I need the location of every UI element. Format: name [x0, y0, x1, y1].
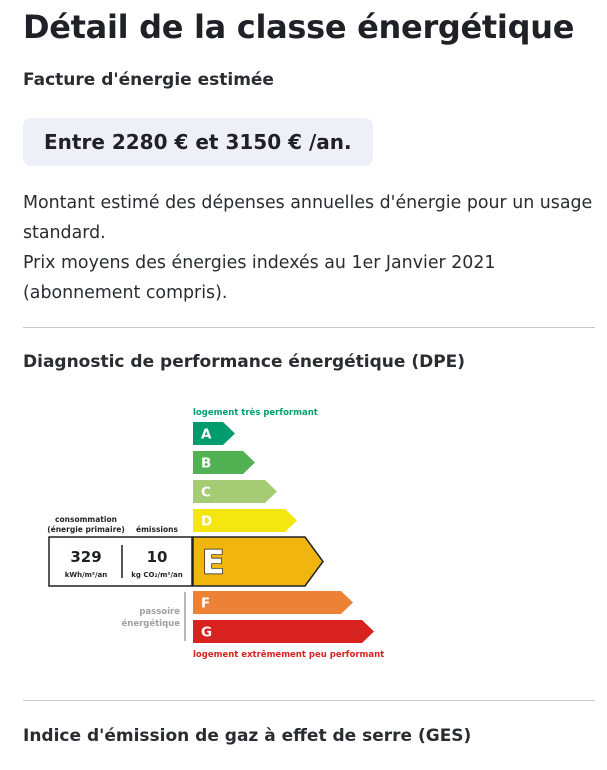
divider — [23, 327, 595, 328]
energy-bill-description — [23, 188, 593, 308]
emissions-label: émissions — [136, 525, 178, 534]
dpe-heading: Diagnostic de performance énergétique (DPE) — [23, 352, 466, 372]
consumption-label: consommation — [55, 515, 117, 524]
dpe-scale-chart — [0, 395, 607, 670]
passoire-label: passoire — [139, 607, 180, 617]
consumption-sublabel: (énergie primaire) — [47, 525, 125, 534]
dpe-bottom-label: logement extrêmement peu performant — [193, 650, 385, 660]
dpe-class-letter-a: A — [201, 426, 212, 443]
passoire-sublabel: énergétique — [121, 619, 180, 629]
dpe-class-bar-g — [193, 620, 374, 643]
ges-heading: Indice d'émission de gaz à effet de serre (GES) — [23, 726, 472, 746]
dpe-class-letter-f: F — [201, 595, 211, 612]
dpe-class-bars — [193, 422, 374, 643]
energy-bill-range-text: Entre 2280 € et 3150 € /an. — [44, 130, 352, 154]
dpe-class-letter-g: G — [201, 624, 213, 641]
dpe-class-letter-b: B — [201, 455, 212, 472]
dpe-class-bar-f — [193, 591, 353, 614]
dpe-class-letter-d: D — [201, 513, 213, 530]
energy-bill-range — [23, 118, 373, 166]
page-title: Détail de la classe énergétique — [23, 8, 575, 46]
emissions-value: 10 — [146, 548, 168, 566]
consumption-unit: kWh/m²/an — [64, 571, 108, 579]
dpe-class-letter-c: C — [201, 484, 211, 501]
description-line-1: Montant estimé des dépenses annuelles d'énergie pour un usage standard. — [23, 193, 593, 243]
dpe-class-bar-a — [193, 422, 235, 445]
consumption-value: 329 — [70, 548, 102, 566]
dpe-top-label: logement très performant — [193, 408, 318, 418]
description-line-2: Prix moyens des énergies indexés au 1er Janvier 2021 (abonnement compris). — [23, 253, 496, 303]
dpe-class-letter-e: E — [202, 542, 225, 582]
divider — [23, 700, 595, 701]
emissions-unit: kg CO₂/m²/an — [131, 571, 183, 579]
energy-bill-heading: Facture d'énergie estimée — [23, 70, 274, 90]
